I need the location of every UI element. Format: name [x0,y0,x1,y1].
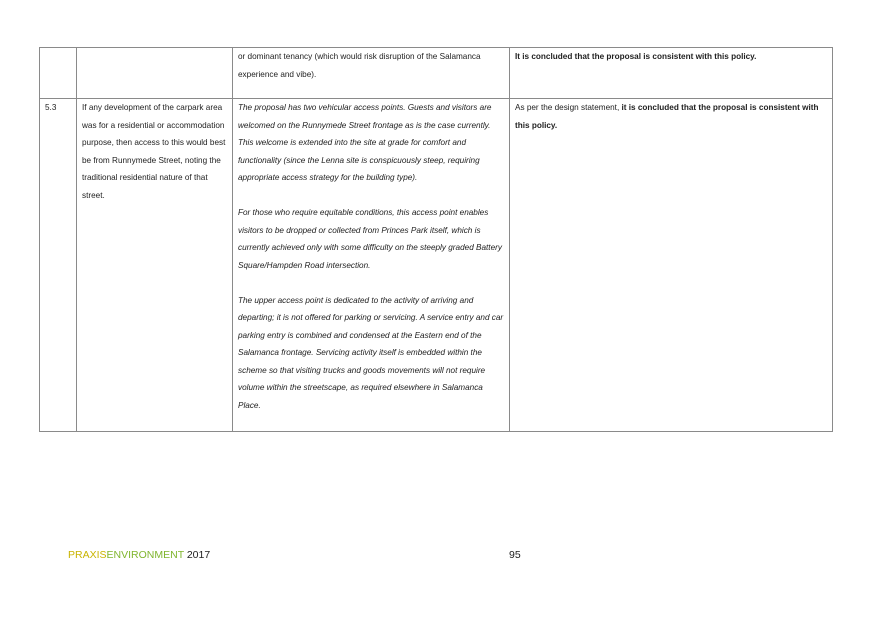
conclusion-cell [510,99,833,432]
footer-year: 2017 [183,549,211,561]
conclusion-prefix: As per the design statement, [515,103,622,112]
footer-brand [68,549,210,561]
ref-cell: 5.3 [40,99,77,432]
response-paragraph: The upper access point is dedicated to the activity of arriving and departing; it is not offered for parking or servicing. A service entry and car parking entry is combined and condensed at the Eastern end of the Salamanca frontage. Servicing activity itself is embedded within the scheme so that visiting trucks and goods movements will not require volume within the streetscape, as required elsewhere in Salamanca Place. [238,295,504,410]
ref-cell [40,48,77,99]
response-paragraph: The proposal has two vehicular access points. Guests and visitors are welcomed on the Runnymede Street frontage as is the case currently. This welcome is extended into the site at grade for comfort and functionality (since the Lenna site is conspicuously steep, requiring appropriate access strategy for the building type). [238,103,492,182]
conclusion-text: it is concluded that the proposal is consistent with this policy. [515,103,819,130]
brand-praxis: PRAXIS [68,549,107,561]
policy-table [39,47,833,432]
policy-cell [77,48,233,99]
policy-cell: If any development of the carpark area was for a residential or accommodation purpose, then access to this would best be from Runnymede Street, noting the traditional residential nature of that street. [77,99,233,432]
conclusion-cell [510,48,833,99]
table-row [40,48,833,99]
brand-environment: ENVIRONMENT [106,549,184,561]
conclusion-text: It is concluded that the proposal is consistent with this policy. [515,52,757,61]
page-number: 95 [509,549,521,561]
response-cell [233,99,510,432]
table-row [40,99,833,432]
response-paragraph: For those who require equitable conditions, this access point enables visitors to be dropped or collected from Princes Park itself, which is currently achieved only with some difficulty on the steeply graded Battery Square/Hampden Road intersection. [238,208,502,270]
response-cell: or dominant tenancy (which would risk disruption of the Salamanca experience and vibe). [233,48,510,99]
